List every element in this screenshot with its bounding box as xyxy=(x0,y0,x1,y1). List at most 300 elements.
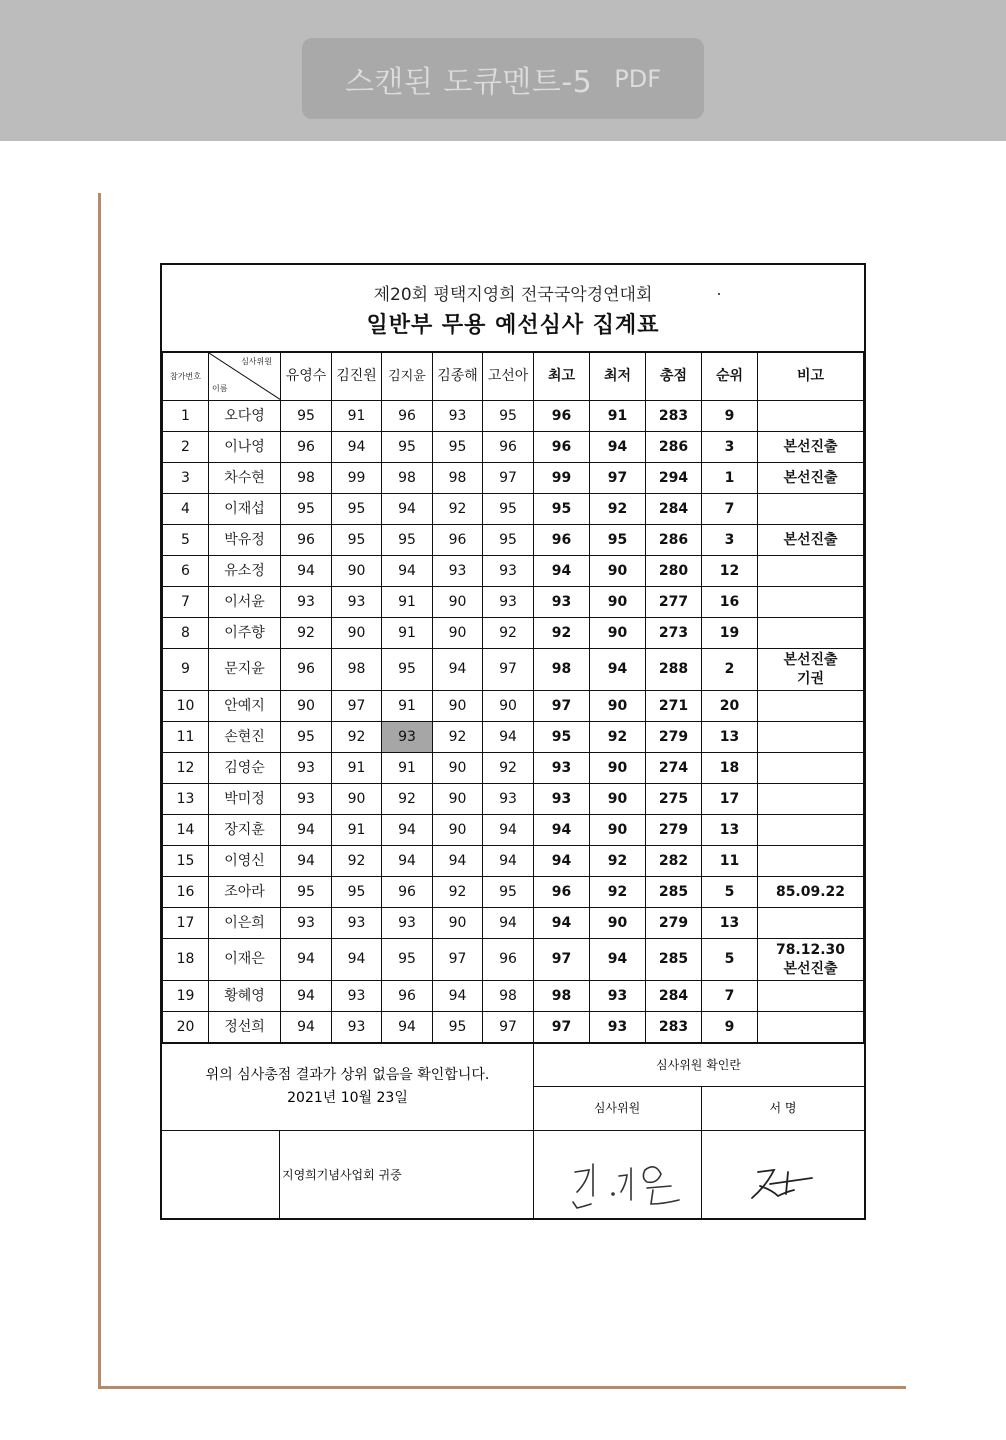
judge-score-cell: 96 xyxy=(483,939,534,981)
total-score-cell: 279 xyxy=(646,722,702,753)
entry-no-cell: 7 xyxy=(163,587,209,618)
judge-score-cell: 96 xyxy=(281,432,332,463)
name-cell: 이주향 xyxy=(209,618,281,649)
total-score-cell: 286 xyxy=(646,525,702,556)
header-min: 최저 xyxy=(590,353,646,401)
max-score-cell: 96 xyxy=(534,877,590,908)
table-row xyxy=(163,939,864,981)
min-score-cell: 94 xyxy=(590,432,646,463)
note-cell xyxy=(758,981,864,1012)
judge-score-cell: 94 xyxy=(433,981,483,1012)
signature-label: 서 명 xyxy=(702,1087,864,1131)
judge-score-cell: 90 xyxy=(433,815,483,846)
competition-title: 제20회 평택지영희 전국국악경연대회 xyxy=(373,285,653,305)
entry-no-cell: 4 xyxy=(163,494,209,525)
entry-no-cell: 5 xyxy=(163,525,209,556)
header-name-label: 이름 xyxy=(212,384,228,394)
entry-no-cell: 15 xyxy=(163,846,209,877)
judge-score-cell: 94 xyxy=(483,908,534,939)
rank-cell: 11 xyxy=(702,846,758,877)
judge-score-cell: 94 xyxy=(332,432,382,463)
entry-no-cell: 3 xyxy=(163,463,209,494)
note-cell xyxy=(758,877,864,908)
name-cell: 조아라 xyxy=(209,877,281,908)
judge-score-cell: 93 xyxy=(483,556,534,587)
name-cell: 손현진 xyxy=(209,722,281,753)
rank-cell: 5 xyxy=(702,939,758,981)
name-cell: 박미정 xyxy=(209,784,281,815)
min-score-cell: 93 xyxy=(590,981,646,1012)
name-cell: 이서윤 xyxy=(209,587,281,618)
judge-score-cell: 97 xyxy=(433,939,483,981)
note-line-1: 본선진출 xyxy=(783,652,838,669)
entry-no-cell: 13 xyxy=(163,784,209,815)
judge-score-cell: 96 xyxy=(382,981,433,1012)
judge-score-cell: 95 xyxy=(483,494,534,525)
judge-score-cell: 93 xyxy=(332,587,382,618)
rank-cell: 19 xyxy=(702,618,758,649)
rank-cell: 17 xyxy=(702,784,758,815)
total-score-cell: 280 xyxy=(646,556,702,587)
note-cell xyxy=(758,401,864,432)
note-cell xyxy=(758,908,864,939)
table-row xyxy=(163,587,864,618)
note-line-2: 기권 xyxy=(796,670,825,687)
total-score-cell: 279 xyxy=(646,815,702,846)
note-cell xyxy=(758,846,864,877)
total-score-cell: 283 xyxy=(646,1012,702,1043)
min-score-cell: 90 xyxy=(590,908,646,939)
scan-edge-left xyxy=(98,193,101,1389)
judge-score-cell: 95 xyxy=(332,494,382,525)
name-cell: 차수현 xyxy=(209,463,281,494)
judge-score-cell: 94 xyxy=(483,722,534,753)
judge-score-cell: 98 xyxy=(281,463,332,494)
judge-score-cell: 92 xyxy=(433,494,483,525)
judge-score-cell: 96 xyxy=(281,649,332,691)
max-score-cell: 98 xyxy=(534,981,590,1012)
judge-score-cell: 93 xyxy=(382,908,433,939)
entry-no-cell: 12 xyxy=(163,753,209,784)
judge-score-cell: 94 xyxy=(332,939,382,981)
judge-score-cell: 94 xyxy=(281,815,332,846)
judge-score-cell: 98 xyxy=(483,981,534,1012)
viewer-top-bar xyxy=(0,0,1006,141)
max-score-cell: 92 xyxy=(534,618,590,649)
judge-score-cell: 90 xyxy=(433,691,483,722)
judge-score-cell: 96 xyxy=(382,877,433,908)
judge-score-cell: 96 xyxy=(433,525,483,556)
judge-label: 심사위원 xyxy=(533,1087,702,1131)
rank-cell: 20 xyxy=(702,691,758,722)
total-score-cell: 286 xyxy=(646,432,702,463)
header-judge-2: 김진원 xyxy=(332,353,382,401)
name-cell: 이재섭 xyxy=(209,494,281,525)
judge-score-cell: 99 xyxy=(332,463,382,494)
max-score-cell: 97 xyxy=(534,939,590,981)
min-score-cell: 92 xyxy=(590,722,646,753)
rank-cell: 2 xyxy=(702,649,758,691)
name-cell: 문지윤 xyxy=(209,649,281,691)
note-cell xyxy=(758,815,864,846)
max-score-cell: 93 xyxy=(534,753,590,784)
table-row xyxy=(163,401,864,432)
judge-score-cell: 93 xyxy=(483,587,534,618)
rank-cell: 7 xyxy=(702,494,758,525)
note-cell xyxy=(758,1012,864,1043)
judge-score-cell: 93 xyxy=(483,784,534,815)
total-score-cell: 294 xyxy=(646,463,702,494)
min-score-cell: 90 xyxy=(590,556,646,587)
judge-score-cell: 90 xyxy=(433,587,483,618)
judge-score-cell: 92 xyxy=(433,722,483,753)
note-line-1: 본선진출 xyxy=(783,531,838,548)
header-judge-5: 고선아 xyxy=(483,353,534,401)
note-cell xyxy=(758,494,864,525)
total-score-cell: 271 xyxy=(646,691,702,722)
max-score-cell: 94 xyxy=(534,556,590,587)
judge-score-cell: 94 xyxy=(433,846,483,877)
judge-score-cell: 92 xyxy=(433,877,483,908)
judge-score-cell: 91 xyxy=(382,691,433,722)
entry-no-cell: 19 xyxy=(163,981,209,1012)
sheet-footer xyxy=(162,1043,864,1218)
judge-score-cell: 90 xyxy=(281,691,332,722)
note-line-1: 78.12.30 xyxy=(775,942,846,959)
judge-score-cell: 95 xyxy=(483,877,534,908)
judge-score-cell: 93 xyxy=(281,587,332,618)
note-cell xyxy=(758,722,864,753)
judge-score-cell: 93 xyxy=(433,556,483,587)
judge-score-cell: 91 xyxy=(332,815,382,846)
entry-no-cell: 18 xyxy=(163,939,209,981)
min-score-cell: 90 xyxy=(590,784,646,815)
note-line-1: 본선진출 xyxy=(783,438,838,455)
judge-score-cell: 92 xyxy=(483,753,534,784)
scan-speck xyxy=(718,293,720,295)
total-score-cell: 283 xyxy=(646,401,702,432)
min-score-cell: 94 xyxy=(590,939,646,981)
recipient-org: 지영희기념사업회 귀중 xyxy=(282,1168,402,1182)
table-row xyxy=(163,722,864,753)
judge-score-cell: 98 xyxy=(332,649,382,691)
entry-no-cell: 6 xyxy=(163,556,209,587)
header-judge-3: 김지윤 xyxy=(382,353,433,401)
judge-score-cell: 90 xyxy=(483,691,534,722)
name-cell: 장지훈 xyxy=(209,815,281,846)
name-cell: 이재은 xyxy=(209,939,281,981)
score-sheet xyxy=(160,263,866,1220)
total-score-cell: 275 xyxy=(646,784,702,815)
judge-score-cell: 95 xyxy=(483,401,534,432)
judge-score-cell: 94 xyxy=(382,494,433,525)
rank-cell: 7 xyxy=(702,981,758,1012)
note-line-1: 85.09.22 xyxy=(775,883,846,900)
table-row xyxy=(163,463,864,494)
table-row xyxy=(163,815,864,846)
judge-score-cell: 94 xyxy=(382,556,433,587)
judge-name-handwritten xyxy=(533,1130,702,1218)
min-score-cell: 97 xyxy=(590,463,646,494)
note-cell xyxy=(758,753,864,784)
min-score-cell: 93 xyxy=(590,1012,646,1043)
entry-no-cell: 14 xyxy=(163,815,209,846)
note-cell xyxy=(758,587,864,618)
rank-cell: 3 xyxy=(702,525,758,556)
judge-confirm-heading: 심사위원 확인란 xyxy=(533,1044,864,1087)
judge-score-cell: 94 xyxy=(382,815,433,846)
judge-score-cell: 94 xyxy=(281,846,332,877)
max-score-cell: 97 xyxy=(534,1012,590,1043)
judge-score-cell: 93 xyxy=(433,401,483,432)
judge-score-cell: 93 xyxy=(332,908,382,939)
document-title-pill[interactable] xyxy=(302,38,704,119)
note-line-1: 본선진출 xyxy=(783,469,838,486)
table-row xyxy=(163,846,864,877)
name-cell: 이은희 xyxy=(209,908,281,939)
judge-score-cell: 91 xyxy=(382,753,433,784)
min-score-cell: 92 xyxy=(590,877,646,908)
judge-score-cell: 90 xyxy=(332,556,382,587)
judge-score-cell: 96 xyxy=(281,525,332,556)
judge-score-cell: 92 xyxy=(483,618,534,649)
judge-score-cell: 90 xyxy=(433,908,483,939)
header-judges-label: 심사위원 xyxy=(241,357,272,366)
judge-score-cell: 97 xyxy=(483,1012,534,1043)
min-score-cell: 90 xyxy=(590,587,646,618)
document-name: 스캔된 도큐멘트-5 xyxy=(344,64,593,100)
signature-cell xyxy=(702,1130,864,1218)
table-row xyxy=(163,649,864,691)
judge-score-cell: 97 xyxy=(332,691,382,722)
sheet-title: 일반부 무용 예선심사 집계표 xyxy=(366,313,660,338)
note-cell xyxy=(758,556,864,587)
table-row xyxy=(163,877,864,908)
judge-score-cell: 94 xyxy=(483,815,534,846)
judge-score-cell: 94 xyxy=(281,939,332,981)
judge-score-cell: 94 xyxy=(483,846,534,877)
note-cell xyxy=(758,691,864,722)
max-score-cell: 95 xyxy=(534,494,590,525)
rank-cell: 9 xyxy=(702,401,758,432)
total-score-cell: 279 xyxy=(646,908,702,939)
min-score-cell: 90 xyxy=(590,691,646,722)
note-cell xyxy=(758,525,864,556)
table-row xyxy=(163,753,864,784)
recipient-cell xyxy=(279,1130,534,1218)
total-score-cell: 282 xyxy=(646,846,702,877)
handwritten-judge-name xyxy=(533,1130,701,1218)
max-score-cell: 93 xyxy=(534,784,590,815)
name-cell: 오다영 xyxy=(209,401,281,432)
min-score-cell: 90 xyxy=(590,753,646,784)
judge-score-cell: 95 xyxy=(382,649,433,691)
name-cell: 이영신 xyxy=(209,846,281,877)
rank-cell: 1 xyxy=(702,463,758,494)
rank-cell: 12 xyxy=(702,556,758,587)
judge-score-cell: 92 xyxy=(332,846,382,877)
max-score-cell: 95 xyxy=(534,722,590,753)
confirmation-block xyxy=(162,1044,534,1131)
rank-cell: 3 xyxy=(702,432,758,463)
rank-cell: 18 xyxy=(702,753,758,784)
header-name-judge-split xyxy=(209,353,281,401)
name-cell: 정선희 xyxy=(209,1012,281,1043)
judge-score-cell: 93 xyxy=(332,981,382,1012)
header-entry-no: 참가번호 xyxy=(163,353,209,401)
total-score-cell: 288 xyxy=(646,649,702,691)
handwritten-signature xyxy=(702,1130,866,1218)
table-row xyxy=(163,618,864,649)
header-judge-1: 유영수 xyxy=(281,353,332,401)
table-row xyxy=(163,784,864,815)
confirmation-date: 2021년 10월 23일 xyxy=(287,1090,408,1106)
judge-score-cell: 98 xyxy=(382,463,433,494)
note-cell xyxy=(758,463,864,494)
max-score-cell: 98 xyxy=(534,649,590,691)
entry-no-cell: 1 xyxy=(163,401,209,432)
judge-score-cell: 90 xyxy=(433,753,483,784)
max-score-cell: 96 xyxy=(534,401,590,432)
total-score-cell: 285 xyxy=(646,877,702,908)
total-score-cell: 274 xyxy=(646,753,702,784)
rank-cell: 13 xyxy=(702,815,758,846)
table-row xyxy=(163,691,864,722)
table-row xyxy=(163,1012,864,1043)
footer-blank-cell xyxy=(162,1130,280,1218)
entry-no-cell: 20 xyxy=(163,1012,209,1043)
header-judge-4: 김종해 xyxy=(433,353,483,401)
note-cell xyxy=(758,432,864,463)
min-score-cell: 94 xyxy=(590,649,646,691)
rank-cell: 9 xyxy=(702,1012,758,1043)
header-note: 비고 xyxy=(758,353,864,401)
judge-score-cell: 91 xyxy=(382,587,433,618)
judge-score-cell: 91 xyxy=(332,753,382,784)
judge-score-cell: 90 xyxy=(433,784,483,815)
judge-score-cell: 98 xyxy=(433,463,483,494)
judge-score-cell: 90 xyxy=(332,784,382,815)
max-score-cell: 97 xyxy=(534,691,590,722)
judge-score-cell: 92 xyxy=(281,618,332,649)
header-total: 총점 xyxy=(646,353,702,401)
judge-score-cell: 96 xyxy=(483,432,534,463)
judge-score-cell: 95 xyxy=(281,494,332,525)
judge-score-cell: 90 xyxy=(332,618,382,649)
judge-score-cell: 94 xyxy=(433,649,483,691)
min-score-cell: 92 xyxy=(590,494,646,525)
total-score-cell: 284 xyxy=(646,981,702,1012)
name-cell: 안예지 xyxy=(209,691,281,722)
judge-score-cell: 93 xyxy=(332,1012,382,1043)
entry-no-cell: 17 xyxy=(163,908,209,939)
max-score-cell: 94 xyxy=(534,815,590,846)
judge-score-cell: 95 xyxy=(382,939,433,981)
judge-score-cell: 97 xyxy=(483,649,534,691)
entry-no-cell: 2 xyxy=(163,432,209,463)
judge-score-cell: 93 xyxy=(281,908,332,939)
max-score-cell: 96 xyxy=(534,432,590,463)
min-score-cell: 90 xyxy=(590,815,646,846)
header-max: 최고 xyxy=(534,353,590,401)
name-cell: 김영순 xyxy=(209,753,281,784)
judge-score-cell: 95 xyxy=(433,1012,483,1043)
entry-no-cell: 9 xyxy=(163,649,209,691)
scan-edge-bottom xyxy=(98,1386,906,1389)
judge-score-cell: 94 xyxy=(382,1012,433,1043)
judge-score-cell: 95 xyxy=(382,432,433,463)
judge-score-cell: 93 xyxy=(281,753,332,784)
judge-score-cell: 93 xyxy=(281,784,332,815)
table-row xyxy=(163,556,864,587)
table-row xyxy=(163,432,864,463)
min-score-cell: 90 xyxy=(590,618,646,649)
min-score-cell: 95 xyxy=(590,525,646,556)
judge-score-cell: 95 xyxy=(483,525,534,556)
name-cell: 박유정 xyxy=(209,525,281,556)
max-score-cell: 94 xyxy=(534,846,590,877)
entry-no-cell: 11 xyxy=(163,722,209,753)
table-row xyxy=(163,981,864,1012)
note-line-2: 본선진출 xyxy=(783,960,838,977)
note-cell xyxy=(758,784,864,815)
judge-score-cell: 92 xyxy=(382,784,433,815)
rank-cell: 13 xyxy=(702,722,758,753)
judge-score-cell: 95 xyxy=(281,401,332,432)
confirmation-text: 위의 심사총점 결과가 상위 없음을 확인합니다. xyxy=(205,1067,490,1083)
judge-score-cell: 95 xyxy=(382,525,433,556)
entry-no-cell: 16 xyxy=(163,877,209,908)
judge-score-cell: 96 xyxy=(382,401,433,432)
table-row xyxy=(163,908,864,939)
judge-score-cell: 95 xyxy=(433,432,483,463)
judge-score-cell: 92 xyxy=(332,722,382,753)
judge-score-cell: 90 xyxy=(433,618,483,649)
note-cell xyxy=(758,939,864,981)
total-score-cell: 284 xyxy=(646,494,702,525)
entry-no-cell: 8 xyxy=(163,618,209,649)
rank-cell: 16 xyxy=(702,587,758,618)
judge-score-cell: 94 xyxy=(281,981,332,1012)
judge-score-cell: 95 xyxy=(332,525,382,556)
judge-score-cell: 91 xyxy=(382,618,433,649)
total-score-cell: 277 xyxy=(646,587,702,618)
judge-score-cell: 91 xyxy=(332,401,382,432)
judge-score-cell: 95 xyxy=(281,877,332,908)
min-score-cell: 92 xyxy=(590,846,646,877)
note-cell xyxy=(758,618,864,649)
entry-no-cell: 10 xyxy=(163,691,209,722)
note-cell xyxy=(758,649,864,691)
judge-score-cell: 94 xyxy=(281,1012,332,1043)
total-score-cell: 285 xyxy=(646,939,702,981)
header-rank: 순위 xyxy=(702,353,758,401)
table-row xyxy=(163,525,864,556)
judge-score-cell: 95 xyxy=(281,722,332,753)
max-score-cell: 96 xyxy=(534,525,590,556)
judge-score-cell: 94 xyxy=(281,556,332,587)
judge-score-cell: 95 xyxy=(332,877,382,908)
sheet-header xyxy=(162,265,864,352)
total-score-cell: 273 xyxy=(646,618,702,649)
max-score-cell: 93 xyxy=(534,587,590,618)
judge-score-cell: 93 xyxy=(382,722,433,753)
name-cell: 이나영 xyxy=(209,432,281,463)
name-cell: 유소정 xyxy=(209,556,281,587)
max-score-cell: 99 xyxy=(534,463,590,494)
table-row xyxy=(163,494,864,525)
min-score-cell: 91 xyxy=(590,401,646,432)
